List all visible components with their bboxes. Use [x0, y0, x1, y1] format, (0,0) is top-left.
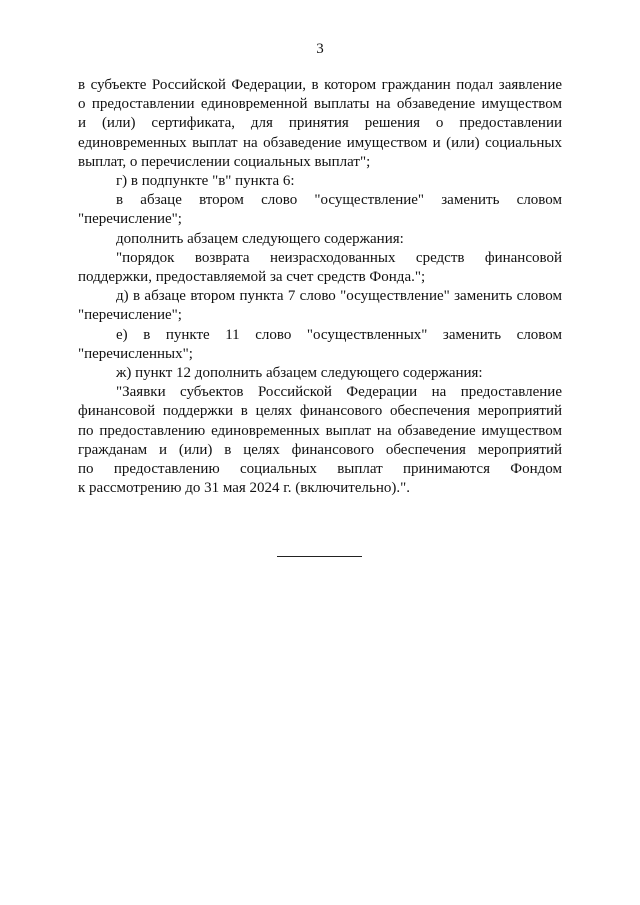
text-line: по предоставлению единовременных выплат на обзаведение имуществом: [78, 422, 562, 439]
paragraph-continuation: [78, 76, 562, 172]
text-line: финансовой поддержки в целях финансового обеспечения мероприятий: [78, 403, 562, 420]
text-line: к рассмотрению до 31 мая 2024 г. (включительно).".: [78, 480, 410, 497]
text-line: о предоставлении единовременной выплаты на обзаведение имуществом: [78, 96, 562, 113]
end-separator-line: [277, 556, 362, 557]
text-line: е) в пункте 11 слово "осуществленных" заменить словом: [116, 326, 562, 343]
paragraph-item-e: [78, 326, 562, 364]
text-line: поддержки, предоставляемой за счет средств Фонда.";: [78, 269, 426, 286]
text-line: "перечисление";: [78, 307, 182, 324]
text-line: в абзаце втором слово "осуществление" заменить словом: [116, 192, 562, 209]
text-line: дополнить абзацем следующего содержания:: [116, 230, 404, 247]
text-line: "перечисленных";: [78, 345, 193, 362]
page-number: 3: [316, 41, 324, 57]
text-line: и (или) сертификата, для принятия решения о предоставлении: [78, 115, 562, 132]
text-line: ж) пункт 12 дополнить абзацем следующего содержания:: [116, 365, 483, 382]
paragraph-quote: [78, 383, 562, 498]
text-line: по предоставлению социальных выплат принимаются Фондом: [78, 461, 562, 478]
paragraph-item-g: [78, 172, 562, 191]
text-line: д) в абзаце втором пункта 7 слово "осуществление" заменить словом: [116, 288, 562, 305]
text-line: г) в подпункте "в" пункта 6:: [116, 173, 295, 190]
text-line: единовременных выплат на обзаведение имуществом и (или) социальных: [78, 134, 562, 151]
text-line: выплат, о перечислении социальных выплат";: [78, 153, 371, 170]
paragraph-quote: [78, 249, 562, 287]
text-line: "перечисление";: [78, 211, 182, 228]
text-line: "порядок возврата неизрасходованных средств финансовой: [116, 249, 562, 266]
paragraph-item-d: [78, 287, 562, 325]
text-line: в субъекте Российской Федерации, в котором гражданин подал заявление: [78, 77, 562, 93]
paragraph-item-zh: [78, 364, 562, 383]
paragraph: [78, 230, 562, 249]
paragraph: [78, 191, 562, 229]
text-line: "Заявки субъектов Российской Федерации на предоставление: [116, 384, 562, 401]
document-body: [78, 76, 562, 498]
text-line: гражданам и (или) в целях финансового обеспечения мероприятий: [78, 441, 562, 458]
